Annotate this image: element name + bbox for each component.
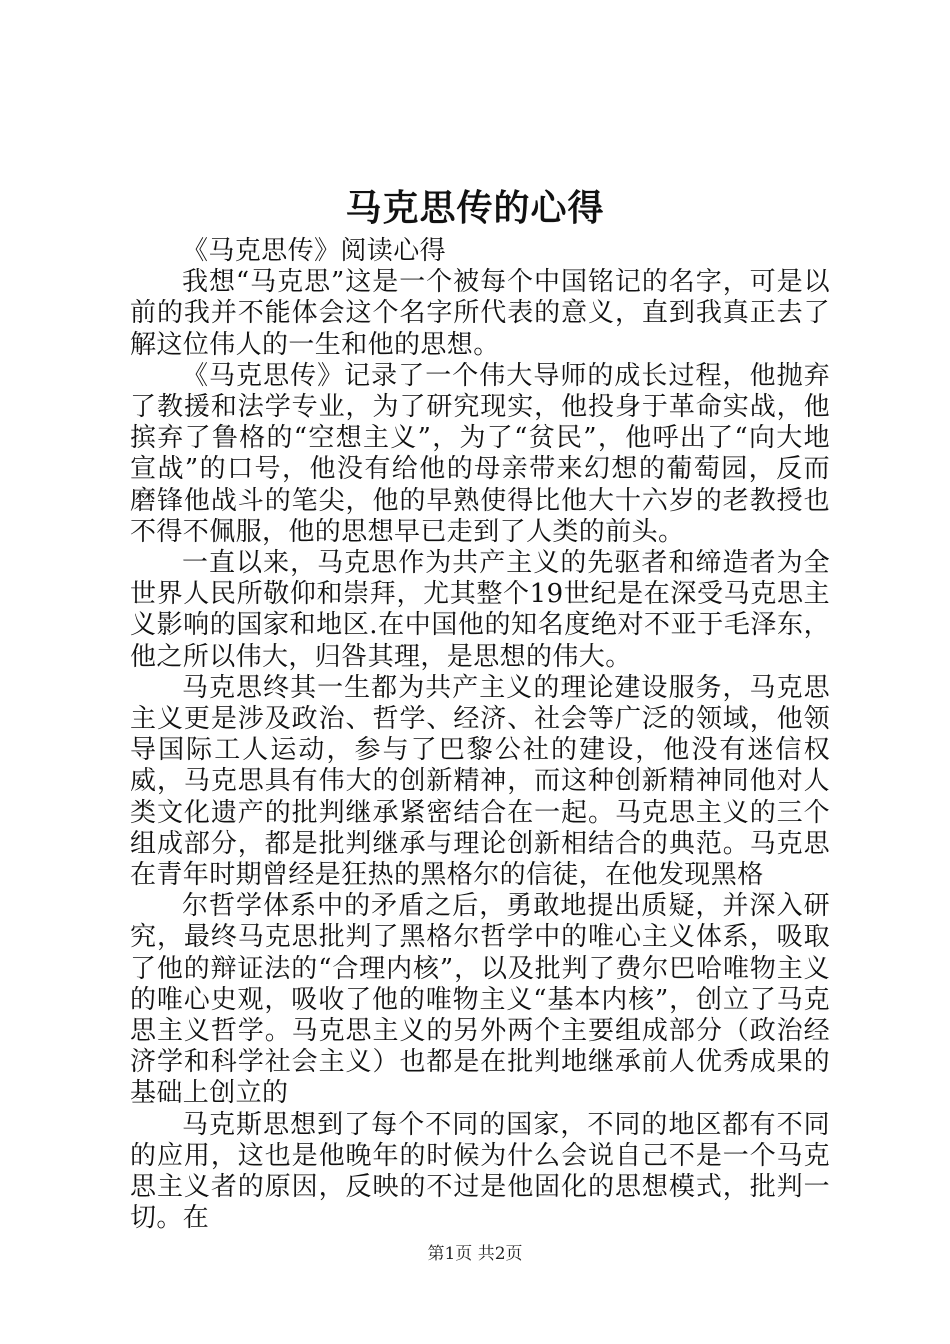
paragraph: 马克思终其一生都为共产主义的理论建设服务，马克思主义更是涉及政治、哲学、经济、社会等广泛的领域，他领导国际工人运动，参与了巴黎公社的建设，他没有迷信权威，马克思具有伟大的创新精神，而这种创新精神同他对人类文化遗产的批判继承紧密结合在一起。马克思主义的三个组成部分，都是批判继承与理论创新相结合的典范。马克思在青年时期曾经是狂热的黑格尔的信徒，在他发现黑格 [130, 672, 830, 891]
paragraph: 尔哲学体系中的矛盾之后，勇敢地提出质疑，并深入研究，最终马克思批判了黑格尔哲学中的唯心主义体系，吸取了他的辩证法的“合理内核”，以及批判了费尔巴哈唯物主义的唯心史观，吸收了他的唯物主义“基本内核”，创立了马克思主义哲学。马克思主义的另外两个主要组成部分（政治经济学和科学社会主义）也都是在批判地继承前人优秀成果的基础上创立的 [130, 891, 830, 1109]
paragraph: 一直以来，马克思作为共产主义的先驱者和缔造者为全世界人民所敬仰和崇拜，尤其整个19世纪是在深受马克思主义影响的国家和地区.在中国他的知名度绝对不亚于毛泽东，他之所以伟大，归咎其理，是思想的伟大。 [130, 548, 830, 672]
paragraph: 我想“马克思”这是一个被每个中国铭记的名字，可是以前的我并不能体会这个名字所代表的意义，直到我真正去了解这位伟人的一生和他的思想。 [130, 267, 830, 360]
document-body [130, 236, 830, 1235]
page-title: 马克思传的心得 [345, 187, 605, 229]
paragraph: 《马克思传》记录了一个伟大导师的成长过程，他抛弃了教援和法学专业，为了研究现实，他投身于革命实战，他摈弃了鲁格的“空想主义”，为了“贫民”，他呼出了“向大地宣战”的口号，他没有给他的母亲带来幻想的葡萄园，反而磨锋他战斗的笔尖，他的早熟使得比他大十六岁的老教授也不得不佩服，他的思想早已走到了人类的前头。 [130, 360, 830, 547]
document-subtitle: 《马克思传》阅读心得 [182, 236, 447, 266]
paragraph: 马克斯思想到了每个不同的国家，不同的地区都有不同的应用，这也是他晚年的时候为什么会说自己不是一个马克思主义者的原因，反映的不过是他固化的思想模式，批判一切。在 [130, 1109, 830, 1234]
page-number-footer: 第1页 共2页 [427, 1244, 523, 1264]
